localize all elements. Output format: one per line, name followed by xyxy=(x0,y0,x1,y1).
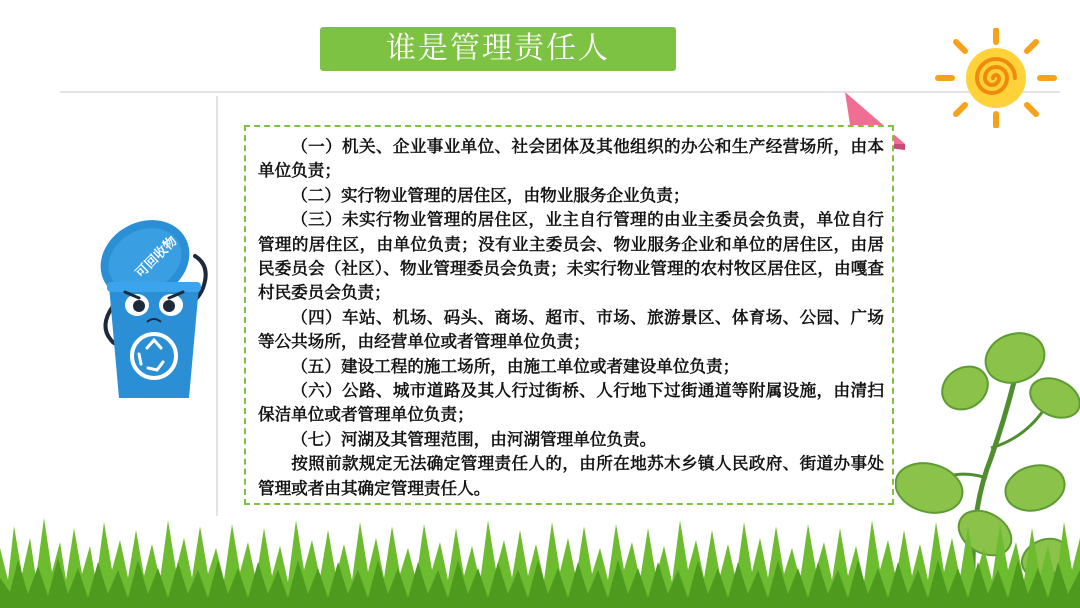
paragraph-7: （七）河湖及其管理范围，由河湖管理单位负责。 xyxy=(291,429,657,449)
paragraph-5: （五）建设工程的施工场所，由施工单位或者建设单位负责； xyxy=(291,356,740,376)
paragraph-3: （三）未实行物业管理的居住区，业主自行管理的由业主委员会负责，单位自行管理的居住区，由单位负责；没有业主委员会、物业服务企业和单位的居住区，由居民委员会（社区）、物业管理委员会负责；未实行物业管理的农村牧区居住区，由嘎查村民委员会负责； xyxy=(258,210,884,303)
paragraph-2: （二）实行物业管理的居住区，由物业服务企业负责； xyxy=(291,185,690,205)
page-title: 谁是管理责任人 xyxy=(386,31,610,66)
grass-strip xyxy=(0,508,1080,608)
content-panel xyxy=(244,125,894,505)
paragraph-1: （一）机关、企业事业单位、社会团体及其他组织的办公和生产经营场所，由本单位负责； xyxy=(258,137,884,181)
paragraph-6: （六）公路、城市道路及其人行过街桥、人行地下过街通道等附属设施，由清扫保洁单位或者管理单位负责； xyxy=(258,381,884,425)
header-divider xyxy=(60,91,1060,93)
paragraph-4: （四）车站、机场、码头、商场、超市、市场、旅游景区、体育场、公园、广场等公共场所，由经营单位或者管理单位负责； xyxy=(258,307,884,352)
paragraph-8: 按照前款规定无法确定管理责任人的，由所在地苏木乡镇人民政府、街道办事处管理或者由其确定管理责任人。 xyxy=(258,454,884,498)
bin-label: 可回收物 xyxy=(132,233,181,282)
title-banner xyxy=(320,27,676,71)
recycle-bin-mascot xyxy=(95,208,225,408)
sun-icon xyxy=(932,28,1060,128)
